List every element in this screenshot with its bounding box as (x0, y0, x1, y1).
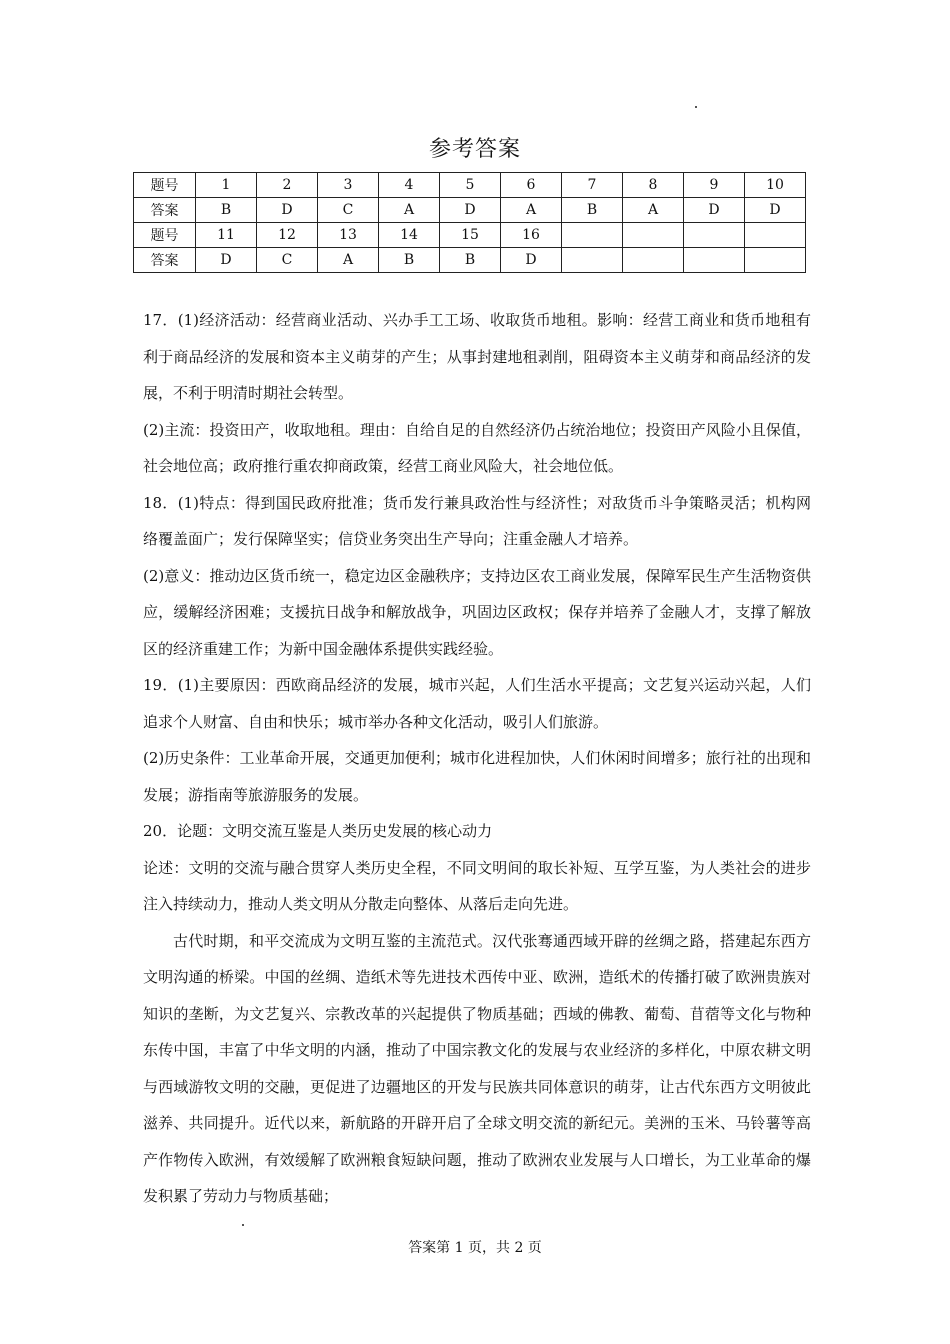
table-cell: 13 (318, 223, 379, 248)
table-cell: D (501, 248, 562, 273)
scan-mark (242, 1224, 244, 1226)
table-cell: D (745, 198, 806, 223)
answer-20-body: 古代时期，和平交流成为文明互鉴的主流范式。汉代张骞通西域开辟的丝绸之路，搭建起东西方文明沟通的桥梁。中国的丝绸、造纸术等先进技术西传中亚、欧洲，造纸术的传播打破了欧洲贵族对知识的垄断，为文艺复兴、宗教改革的兴起提供了物质基础；西域的佛教、葡萄、苜蓿等文化与物种东传中国，丰富了中华文明的内涵，推动了中国宗教文化的发展与农业经济的多样化，中原农耕文明与西域游牧文明的交融，更促进了边疆地区的开发与民族共同体意识的萌芽，让古代东西方文明彼此滋养、共同提升。近代以来，新航路的开辟开启了全球文明交流的新纪元。美洲的玉米、马铃薯等高产作物传入欧洲，有效缓解了欧洲粮食短缺问题，推动了欧洲农业发展与人口增长，为工业革命的爆发积累了劳动力与物质基础； (143, 931, 811, 1205)
page-title: 参考答案 (428, 137, 521, 162)
table-cell: 15 (440, 223, 501, 248)
table-row (134, 173, 806, 198)
table-cell: B (196, 198, 257, 223)
table-cell: D (440, 198, 501, 223)
answer-19-part-1: 19．(1)主要原因：西欧商品经济的发展，城市兴起，人们生活水平提高；文艺复兴运动兴起，人们追求个人财富、自由和快乐；城市举办各种文化活动，吸引人们旅游。 (143, 676, 811, 731)
answer-19-part-2: (2)历史条件：工业革命开展，交通更加便利；城市化进程加快，人们休闲时间增多；旅行社的出现和发展；游指南等旅游服务的发展。 (143, 749, 811, 804)
table-cell (623, 248, 684, 273)
table-cell (684, 248, 745, 273)
table-row (134, 248, 806, 273)
table-cell: 10 (745, 173, 806, 198)
table-cell: C (257, 248, 318, 273)
table-row (134, 223, 806, 248)
table-cell: 16 (501, 223, 562, 248)
table-cell: 14 (379, 223, 440, 248)
table-cell: A (623, 198, 684, 223)
table-cell: 题号 (134, 173, 196, 198)
answer-17-part-2: (2)主流：投资田产，收取地租。理由：自给自足的自然经济仍占统治地位；投资田产风险小且保值，社会地位高；政府推行重农抑商政策，经营工商业风险大，社会地位低。 (143, 420, 811, 475)
table-row (134, 198, 806, 223)
table-cell: 5 (440, 173, 501, 198)
table-cell: B (562, 198, 623, 223)
answer-17-part-1: 17．(1)经济活动：经营商业活动、兴办手工工场、收取货币地租。影响：经营工商业和货币地租有利于商品经济的发展和资本主义萌芽的产生；从事封建地租剥削，阻碍资本主义萌芽和商品经济的发展，不利于明清时期社会转型。 (143, 311, 811, 402)
answer-18-part-2: (2)意义：推动边区货币统一，稳定边区金融秩序；支持边区农工商业发展，保障军民生产生活物资供应，缓解经济困难；支援抗日战争和解放战争，巩固边区政权；保存并培养了金融人才，支撑了解放区的经济重建工作；为新中国金融体系提供实践经验。 (143, 566, 811, 658)
table-cell: 11 (196, 223, 257, 248)
answer-18-part-1: 18．(1)特点：得到国民政府批准；货币发行兼具政治性与经济性；对敌货币斗争策略灵活；机构网络覆盖面广；发行保障坚实；信贷业务突出生产导向；注重金融人才培养。 (143, 493, 811, 548)
table-cell (684, 223, 745, 248)
table-cell: 答案 (134, 248, 196, 273)
table-cell (623, 223, 684, 248)
table-cell (562, 248, 623, 273)
answer-body (143, 302, 811, 1215)
answer-20-thesis: 20．论题：文明交流互鉴是人类历史发展的核心动力 (143, 822, 493, 840)
table-cell (745, 248, 806, 273)
table-cell: C (318, 198, 379, 223)
table-cell: B (440, 248, 501, 273)
answer-table (133, 172, 806, 273)
page-footer: 答案第 1 页，共 2 页 (408, 1240, 542, 1256)
table-cell: 2 (257, 173, 318, 198)
table-cell: 3 (318, 173, 379, 198)
table-cell (745, 223, 806, 248)
table-cell: B (379, 248, 440, 273)
scan-mark (695, 106, 697, 108)
table-cell: 1 (196, 173, 257, 198)
answer-20-argument: 论述：文明的交流与融合贯穿人类历史全程，不同文明间的取长补短、互学互鉴，为人类社会的进步注入持续动力，推动人类文明从分散走向整体、从落后走向先进。 (143, 858, 811, 913)
table-cell: A (379, 198, 440, 223)
table-cell: 4 (379, 173, 440, 198)
table-cell (562, 223, 623, 248)
table-cell: 6 (501, 173, 562, 198)
table-cell: 7 (562, 173, 623, 198)
table-cell: 8 (623, 173, 684, 198)
table-cell: D (684, 198, 745, 223)
table-cell: D (257, 198, 318, 223)
table-cell: A (501, 198, 562, 223)
table-cell: 12 (257, 223, 318, 248)
table-cell: 答案 (134, 198, 196, 223)
table-cell: 题号 (134, 223, 196, 248)
table-cell: 9 (684, 173, 745, 198)
table-cell: A (318, 248, 379, 273)
table-cell: D (196, 248, 257, 273)
